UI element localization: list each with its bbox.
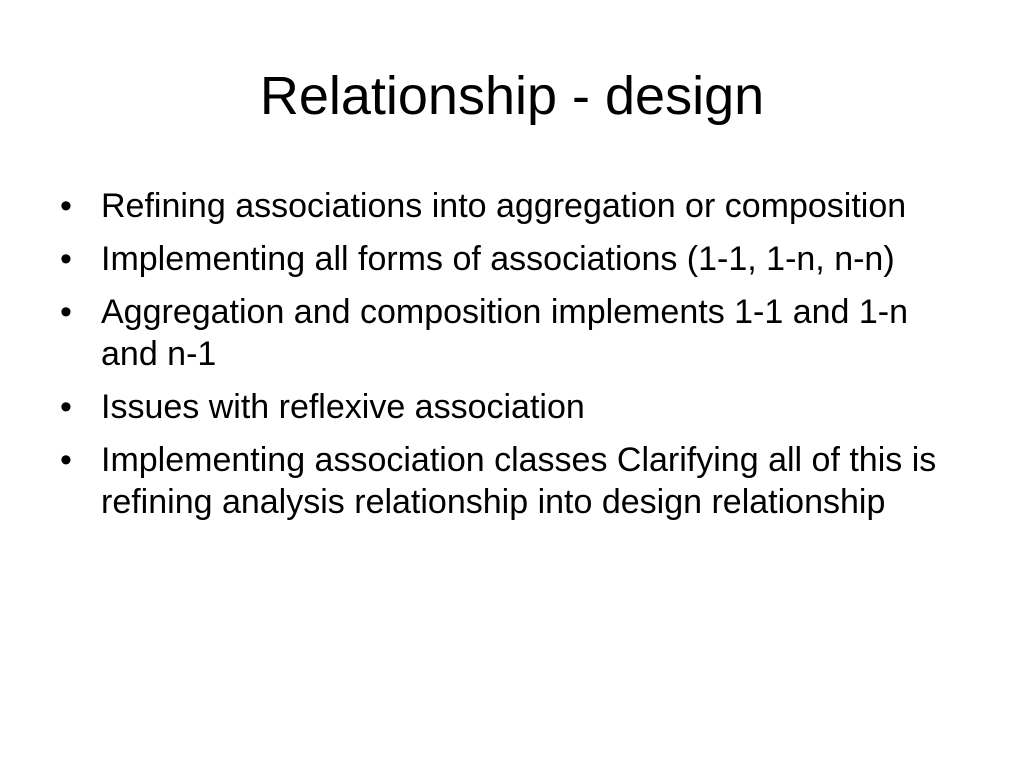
bullet-dot-icon: • — [60, 187, 72, 225]
bullet-text: Implementing all forms of associations (1-1, 1-n, n-n) — [101, 240, 895, 278]
bullet-text: Implementing association classes Clarifying all of this is refining analysis relationship into design relationship — [101, 441, 937, 521]
bullet-text: Issues with reflexive association — [101, 388, 585, 426]
bullet-list — [60, 185, 960, 534]
bullet-dot-icon: • — [60, 441, 72, 479]
bullet-item — [60, 386, 960, 428]
bullet-dot-icon: • — [60, 293, 72, 331]
bullet-dot-icon: • — [60, 388, 72, 426]
bullet-text: Refining associations into aggregation or composition — [101, 187, 907, 225]
bullet-item — [60, 439, 960, 523]
slide-title: Relationship - design — [259, 66, 765, 126]
bullet-dot-icon: • — [60, 240, 72, 278]
bullet-item — [60, 185, 960, 227]
bullet-item — [60, 291, 960, 375]
bullet-text: Aggregation and composition implements 1-1 and 1-n and n-1 — [101, 293, 909, 373]
bullet-item — [60, 238, 960, 280]
